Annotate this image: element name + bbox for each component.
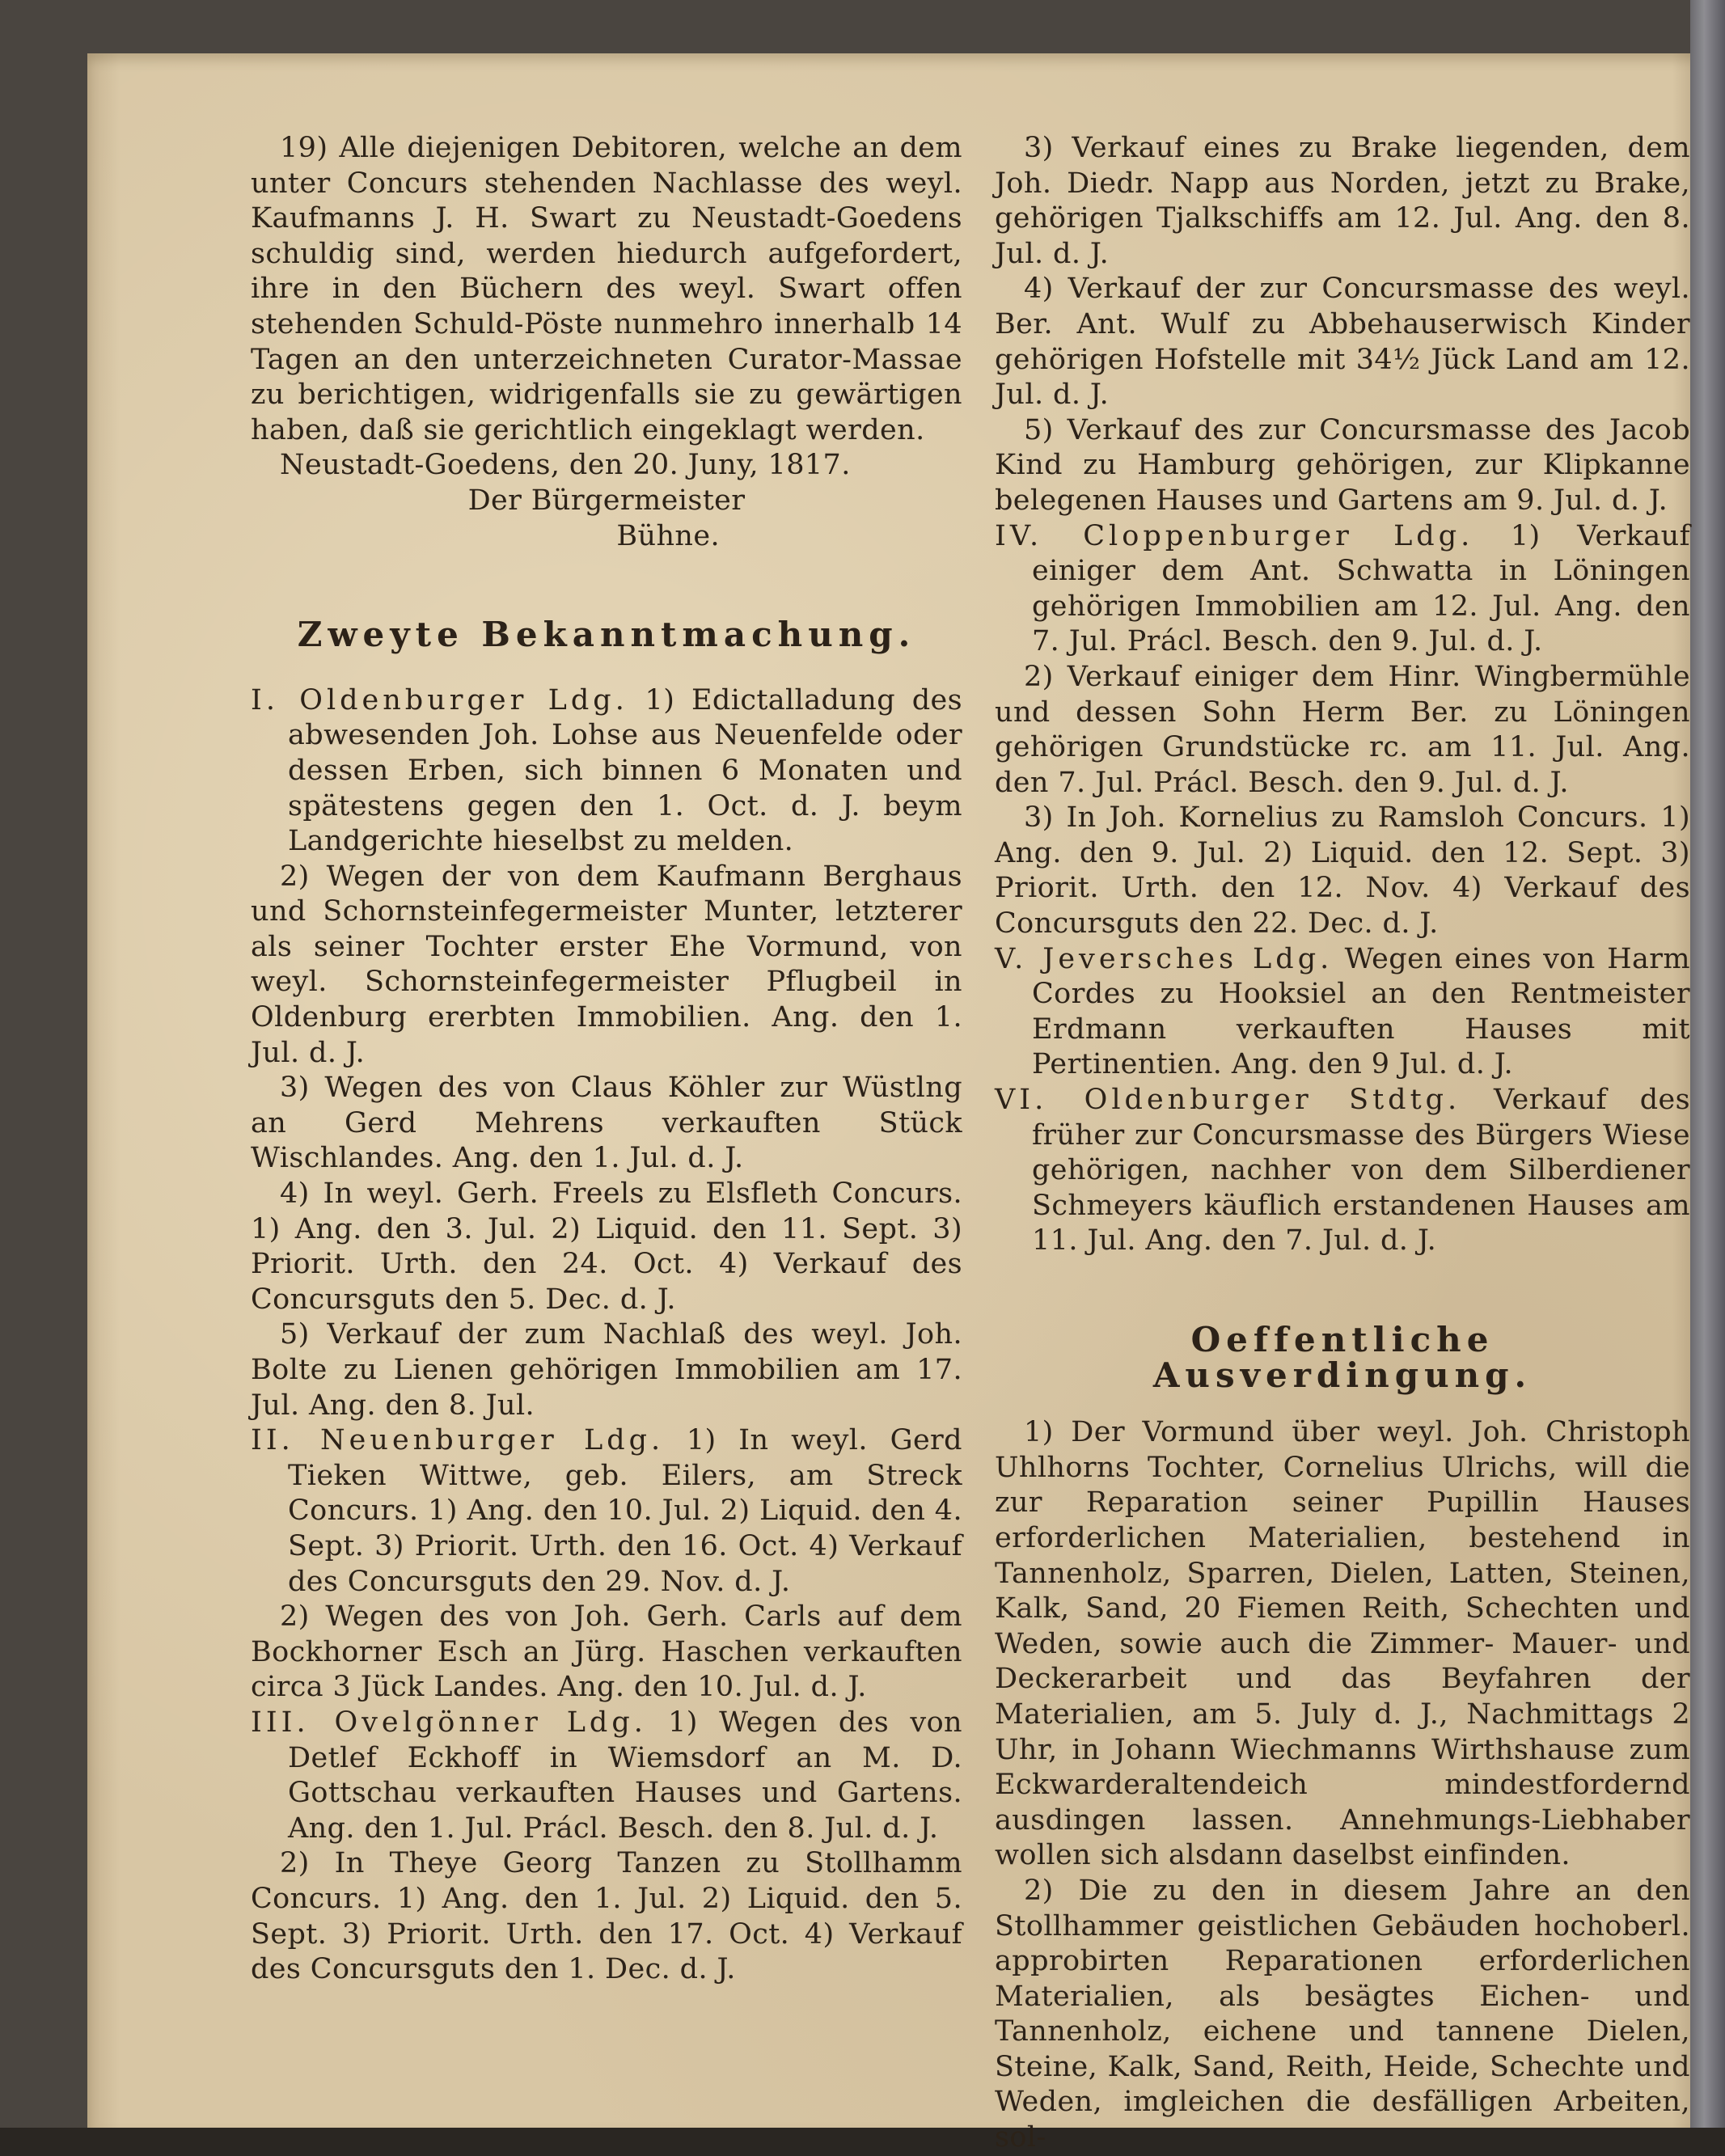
entry-text: 1) Verkauf einiger dem Ant. Schwatta in Löningen gehörigen Immobilien am 12. Jul. Ang. den 7. Jul. Prácl. Besch. den 9. Jul. d. J. <box>1032 519 1690 658</box>
entry-text: Verkauf des früher zur Concursmasse des Bürgers Wiese gehörigen, nachher von dem Silberdiener Schmeyers käuflich erstandenen Hauses am 11. Jul. Ang. den 7. Jul. d. J. <box>1032 1084 1690 1258</box>
announcement-entry: 3) Verkauf eines zu Brake liegenden, dem Joh. Diedr. Napp aus Norden, jetzt zu Brake, gehörigen Tjalkschiffs am 12. Jul. Ang. den 8. Jul. d. J. <box>995 132 1690 270</box>
entry-text: 1) In weyl. Gerd Tieken Wittwe, geb. Eilers, am Streck Concurs. 1) Ang. den 10. Jul. 2) Liquid. den 4. Sept. 3) Priorit. Urth. den 16. Oct. 4) Verkauf des Concursguts den 29. Nov. d. J. <box>288 1424 962 1598</box>
announcement-entry: 4) Verkauf der zur Concursmasse des weyl. Ber. Ant. Wulf zu Abbehauserwisch Kinder gehörigen Hofstelle mit 34½ Jück Land am 12. Jul. d. J. <box>995 273 1690 412</box>
court-label: IV. Cloppenburger Ldg. <box>995 519 1474 552</box>
court-label: II. Neuenburger Ldg. <box>251 1424 665 1457</box>
notice-date: Neustadt-Goedens, den 20. Juny, 1817. <box>280 449 851 482</box>
court-label: V. Jeversches Ldg. <box>995 942 1334 975</box>
signature-title: Der Bürgermeister <box>467 484 746 517</box>
tender-paragraph: 2) Die zu den in diesem Jahre an den Stollhammer geistlichen Gebäuden hochoberl. approbirten Reparationen erforderlichen Materialien, als besägtes Eichen- und Tannenholz, eichene und tannene Dielen, Steine, Kalk, Sand, Reith, Heide, Schechte und Weden, imgleichen die desfälligen Arbeiten, sol- <box>995 1874 1690 2154</box>
tender-paragraph: 1) Der Vormund über weyl. Joh. Christoph Uhlhorns Tochter, Cornelius Ulrichs, will die zur Reparation seiner Pupillin Hauses erforderlichen Materialien, bestehend in Tannenholz, Sparren, Dielen, Latten, Steinen, Kalk, Sand, 20 Fiemen Reith, Schechten und Weden, sowie auch die Zimmer- Mauer- und Deckerarbeit und das Beyfahren der Materialien, am 5. July d. J., Nachmittags 2 Uhr, in Johann Wiechmanns Wirthshause zum Eckwarderaltendeich mindestfordernd ausdingen lassen. Annehmungs-Liebhaber wollen sich alsdann daselbst einfinden. <box>995 1416 1690 1872</box>
notice-paragraph: 19) Alle diejenigen Debitoren, welche an dem unter Concurs stehenden Nachlasse des weyl. Kaufmanns J. H. Swart zu Neustadt-Goedens schuldig sind, werden hiedurch aufgefordert, ihre in den Büchern des weyl. Swart offen stehenden Schuld-Pöste nunmehro innerhalb 14 Tagen an den unterzeichneten Curator-Massae zu berichtigen, widrigenfalls sie zu gewärtigen haben, daß sie gerichtlich eingeklagt werden. <box>251 132 962 446</box>
left-column <box>251 131 962 1988</box>
announcement-entry: 2) In Theye Georg Tanzen zu Stollhamm Concurs. 1) Ang. den 1. Jul. 2) Liquid. den 5. Sept. 3) Priorit. Urth. den 17. Oct. 4) Verkauf des Concursguts den 1. Dec. d. J. <box>251 1847 962 1986</box>
section-heading: Oeffentliche Ausverdingung. <box>1152 1320 1533 1395</box>
court-label: VI. Oldenburger Stdtg. <box>995 1084 1461 1117</box>
announcement-entry <box>251 683 962 860</box>
announcement-entry: 3) In Joh. Kornelius zu Ramsloh Concurs. 1) Ang. den 9. Jul. 2) Liquid. den 12. Sept. 3) Priorit. Urth. den 12. Nov. 4) Verkauf des Concursguts den 22. Dec. d. J. <box>995 801 1690 941</box>
court-label: III. Ovelgönner Ldg. <box>251 1706 647 1739</box>
announcement-entry: 2) Verkauf einiger dem Hinr. Wingbermühle und dessen Sohn Herm Ber. zu Löningen gehörigen Grundstücke rc. am 11. Jul. Ang. den 7. Jul. Prácl. Besch. den 9. Jul. d. J. <box>995 660 1690 799</box>
binding-edge <box>1690 0 1725 2128</box>
announcement-entry: 2) Wegen der von dem Kaufmann Berghaus und Schornsteinfegermeister Munter, letzterer als seiner Tochter erster Ehe Vormund, von weyl. Schornsteinfegermeister Pflugbeil in Oldenburg ererbten Immobilien. Ang. den 1. Jul. d. J. <box>251 860 962 1069</box>
announcement-entry <box>995 519 1690 660</box>
announcement-entry: 5) Verkauf des zur Concursmasse des Jacob Kind zu Hamburg gehörigen, zur Klipkanne belegenen Hauses und Gartens am 9. Jul. d. J. <box>995 413 1690 517</box>
right-column <box>995 131 1690 2156</box>
court-label: I. Oldenburger Ldg. <box>251 683 628 717</box>
announcement-entry: 4) In weyl. Gerh. Freels zu Elsfleth Concurs. 1) Ang. den 3. Jul. 2) Liquid. den 11. Sept. 3) Priorit. Urth. den 24. Oct. 4) Verkauf des Concursguts den 5. Dec. d. J. <box>251 1177 962 1316</box>
announcement-entry <box>995 942 1690 1083</box>
announcement-entry: 5) Verkauf der zum Nachlaß des weyl. Joh. Bolte zu Lienen gehörigen Immobilien am 17. Jul. Ang. den 8. Jul. <box>251 1318 962 1422</box>
entry-text: Wegen eines von Harm Cordes zu Hooksiel an den Rentmeister Erdmann verkauften Hauses mit Pertinentien. Ang. den 9 Jul. d. J. <box>1032 942 1691 1081</box>
entry-text: 1) Wegen des von Detlef Eckhoff in Wiemsdorf an M. D. Gottschau verkauften Hauses und Gartens. Ang. den 1. Jul. Prácl. Besch. den 8. Jul. d. J. <box>288 1706 962 1845</box>
signature-name: Bühne. <box>616 519 720 552</box>
announcement-entry: 2) Wegen des von Joh. Gerh. Carls auf dem Bockhorner Esch an Jürg. Haschen verkauften circa 3 Jück Landes. Ang. den 10. Jul. d. J. <box>251 1600 962 1704</box>
announcement-entry: 3) Wegen des von Claus Köhler zur Wüstlng an Gerd Mehrens verkauften Stück Wischlandes. Ang. den 1. Jul. d. J. <box>251 1072 962 1175</box>
announcement-entry <box>995 1083 1690 1259</box>
entry-text: 1) Edictalladung des abwesenden Joh. Lohse aus Neuenfelde oder dessen Erben, sich binnen 6 Monaten und spätestens gegen den 1. Oct. d. J. beym Landgerichte hieselbst zu melden. <box>288 683 962 858</box>
announcement-entry <box>251 1423 962 1600</box>
section-heading: Zweyte Bekanntmachung. <box>297 615 916 655</box>
announcement-entry <box>251 1706 962 1846</box>
